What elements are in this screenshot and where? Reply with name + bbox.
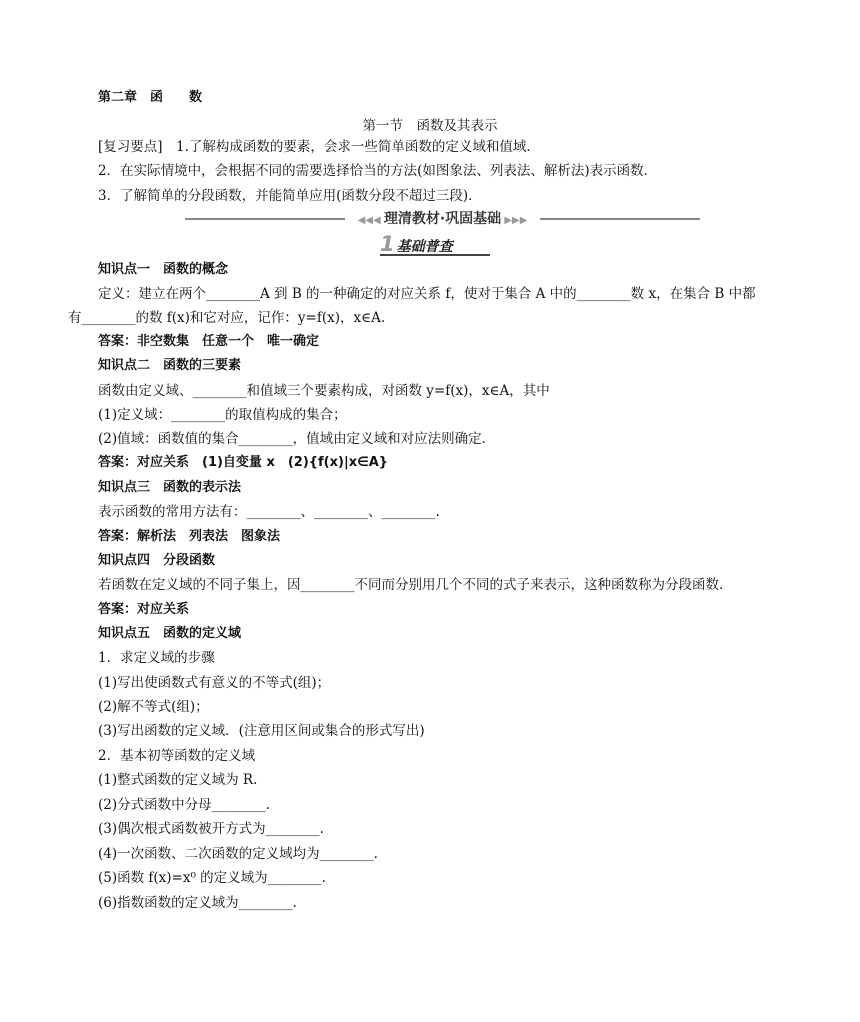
k5-step-heading: 1．求定义域的步骤 xyxy=(98,650,215,666)
k2-line-3: (2)值域：函数值的集合________，值域由定义域和对应法则确定． xyxy=(98,431,496,447)
banner-rule-left xyxy=(185,218,345,220)
k4-line-1: 若函数在定义域的不同子集上，因________不同而分别用几个不同的式子来表示，这种函数称为分段函数． xyxy=(98,577,733,593)
k1-definition-1: 定义：建立在两个________A 到 B 的一种确定的对应关系 f，使对于集合 A 中的________数 x，在集合 B 中都 xyxy=(98,286,756,302)
banner-rule-right xyxy=(540,218,700,220)
banner-arrow-left-icon: ◀◀◀ xyxy=(357,215,384,226)
k5-basic-heading: 2．基本初等函数的定义域 xyxy=(98,748,256,764)
k5-basic-1: (1)整式函数的定义域为 R. xyxy=(98,772,258,788)
k2-line-1: 函数由定义域、________和值域三个要素构成，对函数 y=f(x)，x∈A，其中 xyxy=(98,383,550,399)
review-point-2: 2．在实际情境中，会根据不同的需要选择恰当的方法(如图象法、列表法、解析法)表示函数． xyxy=(98,163,658,179)
k2-title: 知识点二 函数的三要素 xyxy=(98,358,242,373)
k5-basic-5: (5)函数 f(x)=x⁰ 的定义域为________. xyxy=(98,870,326,886)
k3-answer: 答案：解析法 列表法 图象法 xyxy=(98,529,281,544)
k5-basic-3: (3)偶次根式函数被开方式为________. xyxy=(98,821,324,837)
section-banner xyxy=(185,208,700,230)
review-point-3: 3．了解简单的分段函数，并能简单应用(函数分段不超过三段)． xyxy=(98,188,482,204)
k2-answer: 答案：对应关系 (1)自变量 x (2){f(x)|x∈A} xyxy=(98,455,389,470)
k4-title: 知识点四 分段函数 xyxy=(98,553,216,568)
chapter-title: 第二章 函 数 xyxy=(98,90,203,105)
k5-step-3: (3)写出函数的定义域．(注意用区间或集合的形式写出) xyxy=(98,723,425,739)
subsection-heading: 1 基础普查 xyxy=(380,232,490,256)
k5-step-2: (2)解不等式(组)； xyxy=(98,699,209,715)
k2-line-2: (1)定义域：________的取值构成的集合； xyxy=(98,407,347,423)
k3-title: 知识点三 函数的表示法 xyxy=(98,480,242,495)
review-point-1: [复习要点] 1.了解构成函数的要素，会求一些简单函数的定义域和值域． xyxy=(98,139,540,155)
k1-definition-2: 有________的数 f(x)和它对应，记作：y=f(x)，x∈A. xyxy=(68,310,386,326)
banner-arrow-right-icon: ▶▶▶ xyxy=(501,215,528,226)
section-title: 第一节 函数及其表示 xyxy=(362,118,498,134)
k1-answer: 答案：非空数集 任意一个 唯一确定 xyxy=(98,334,320,349)
k1-title: 知识点一 函数的概念 xyxy=(98,262,229,277)
k5-step-1: (1)写出使函数式有意义的不等式(组)； xyxy=(98,675,331,691)
k5-basic-6: (6)指数函数的定义域为________. xyxy=(98,895,297,911)
k5-basic-2: (2)分式函数中分母________. xyxy=(98,797,270,813)
k4-answer: 答案：对应关系 xyxy=(98,602,190,617)
k3-line-1: 表示函数的常用方法有：________、________、________. xyxy=(98,504,440,520)
k5-title: 知识点五 函数的定义域 xyxy=(98,626,242,641)
banner-label: ◀◀◀ 理清教材·巩固基础 ▶▶▶ xyxy=(357,211,528,227)
k5-basic-4: (4)一次函数、二次函数的定义域均为________. xyxy=(98,846,378,862)
